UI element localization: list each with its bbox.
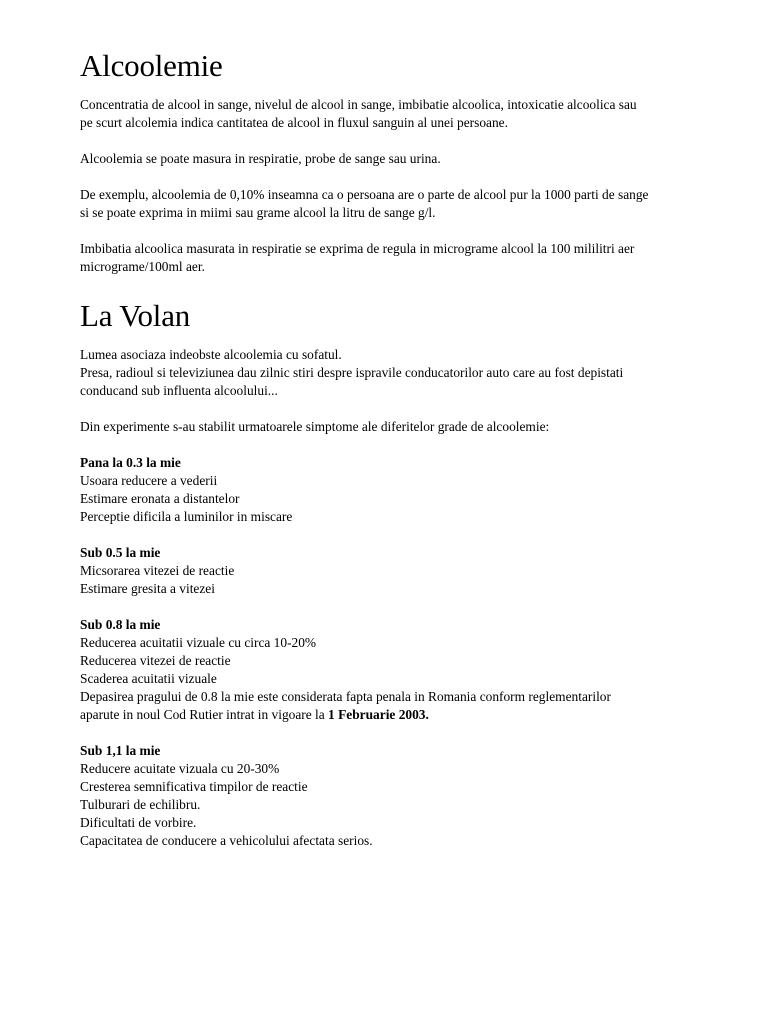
grade-title: Sub 0.5 la mie xyxy=(80,545,161,560)
grade-block-0-5 xyxy=(80,544,730,598)
paragraph-line: conducand sub influenta alcoolului... xyxy=(80,383,278,398)
paragraph-measurement: Alcoolemia se poate masura in respiratie, probe de sange sau urina. xyxy=(80,151,441,166)
legal-note-text: aparute in noul Cod Rutier intrat in vigoare la xyxy=(80,707,329,722)
paragraph-intro xyxy=(80,346,730,400)
symptom-item: Dificultati de vorbire. xyxy=(80,815,197,830)
paragraph-definition xyxy=(80,96,730,132)
paragraph-line: Concentratia de alcool in sange, nivelul de alcool in sange, imbibatie alcoolica, intoxicatie alcoolica sau xyxy=(80,97,637,112)
paragraph-line: De exemplu, alcoolemia de 0,10% inseamna ca o persoana are o parte de alcool pur la 1000 parti de sange xyxy=(80,187,649,202)
symptom-item: Micsorarea vitezei de reactie xyxy=(80,563,235,578)
heading-alcoolemie: Alcoolemie xyxy=(80,48,223,83)
symptom-item: Scaderea acuitatii vizuale xyxy=(80,671,217,686)
symptom-item: Cresterea semnificativa timpilor de reactie xyxy=(80,779,308,794)
grade-title: Pana la 0.3 la mie xyxy=(80,455,181,470)
paragraph-line: micrograme/100ml aer. xyxy=(80,259,205,274)
paragraph-example xyxy=(80,186,730,222)
paragraph-line: Lumea asociaza indeobste alcoolemia cu sofatul. xyxy=(80,347,342,362)
symptom-item: Reducerea acuitatii vizuale cu circa 10-20% xyxy=(80,635,317,650)
symptom-item: Reducere acuitate vizuala cu 20-30% xyxy=(80,761,280,776)
grade-block-0-8 xyxy=(80,616,730,724)
symptom-item: Tulburari de echilibru. xyxy=(80,797,201,812)
symptom-item: Estimare eronata a distantelor xyxy=(80,491,240,506)
document-page xyxy=(80,48,730,850)
grade-title: Sub 0.8 la mie xyxy=(80,617,161,632)
grade-block-1-1 xyxy=(80,742,730,850)
symptom-item: Usoara reducere a vederii xyxy=(80,473,218,488)
symptom-item: Depasirea pragului de 0.8 la mie este considerata fapta penala in Romania conform reglementarilor xyxy=(80,689,611,704)
paragraph-line: si se poate exprima in miimi sau grame alcool la litru de sange g/l. xyxy=(80,205,436,220)
grade-block-0-3 xyxy=(80,454,730,526)
symptom-item: Capacitatea de conducere a vehicolului afectata serios. xyxy=(80,833,373,848)
legal-note xyxy=(80,706,730,724)
symptom-item: Perceptie dificila a luminilor in miscare xyxy=(80,509,293,524)
legal-date: 1 Februarie 2003. xyxy=(328,707,429,722)
paragraph-breath xyxy=(80,240,730,276)
grade-title: Sub 1,1 la mie xyxy=(80,743,161,758)
paragraph-line: Presa, radioul si televiziunea dau zilnic stiri despre ispravile conducatorilor auto care au fost depistati xyxy=(80,365,624,380)
paragraph-line: Imbibatia alcoolica masurata in respiratie se exprima de regula in micrograme alcool la 100 mililitri aer xyxy=(80,241,635,256)
paragraph-line: pe scurt alcolemia indica cantitatea de alcool in fluxul sanguin al unei persoane. xyxy=(80,115,508,130)
heading-la-volan: La Volan xyxy=(80,298,191,333)
symptom-item: Estimare gresita a vitezei xyxy=(80,581,215,596)
symptom-item: Reducerea vitezei de reactie xyxy=(80,653,231,668)
paragraph-experiments: Din experimente s-au stabilit urmatoarele simptome ale diferitelor grade de alcoolemie: xyxy=(80,419,550,434)
